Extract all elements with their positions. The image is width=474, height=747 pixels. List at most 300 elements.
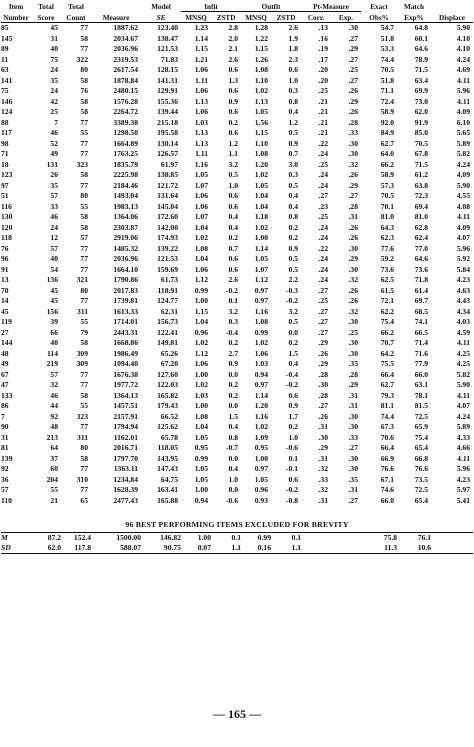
table-cell: 2036.96 — [113, 44, 138, 54]
table-cell: 1.14 — [194, 33, 208, 43]
table-cell: 146.82 — [160, 533, 181, 543]
table-cell: .32 — [348, 159, 359, 169]
table-cell: .24 — [318, 264, 329, 274]
table-cell: 75 — [50, 54, 58, 64]
table-cell: 74.1 — [414, 317, 429, 327]
table-cell: 1628.39 — [113, 485, 138, 495]
table-cell: .25 — [318, 296, 329, 306]
table-cell: 1.02 — [194, 233, 208, 243]
table-cell: 71.4 — [414, 338, 429, 348]
table-cell: 2480.15 — [113, 86, 138, 96]
table-cell: .24 — [318, 149, 329, 159]
header-corr: Corr. — [307, 13, 325, 22]
table-cell: 1.15 — [194, 44, 208, 54]
table-cell: 77 — [80, 180, 88, 190]
header-number: Number — [3, 13, 29, 22]
table-cell: 121.72 — [157, 180, 178, 190]
table-cell: .27 — [348, 33, 359, 43]
table-cell: 62.0 — [414, 107, 429, 117]
table-cell: -0.6 — [225, 495, 238, 505]
table-cell: 130 — [1, 212, 13, 222]
table-cell: 73.6 — [414, 264, 429, 274]
table-body — [1, 23, 473, 506]
table-cell: 1.0 — [288, 432, 299, 442]
table-row — [1, 44, 473, 55]
table-cell: 311 — [77, 432, 88, 442]
table-cell: 77 — [80, 264, 88, 274]
table-row — [1, 359, 473, 370]
table-cell: .26 — [348, 285, 359, 295]
table-cell: 57.3 — [380, 180, 395, 190]
table-cell: 4.03 — [456, 317, 471, 327]
table-cell: 2017.83 — [113, 285, 138, 295]
table-cell: .30 — [348, 264, 359, 274]
table-cell: -0.6 — [285, 443, 299, 453]
table-cell: 4.25 — [456, 359, 471, 369]
table-cell: 51.8 — [380, 75, 395, 85]
table-cell: 124 — [1, 107, 13, 117]
table-cell: 4.11 — [457, 390, 471, 400]
table-cell: 58 — [80, 170, 88, 180]
table-cell: 0.9 — [288, 243, 299, 253]
table-cell: 131.64 — [157, 191, 178, 201]
table-cell: 37 — [50, 453, 58, 463]
table-cell: 321 — [76, 275, 88, 285]
table-cell: 130.14 — [157, 138, 178, 148]
table-cell: 310 — [76, 474, 88, 484]
table-cell: 36 — [1, 474, 9, 484]
table-cell: 45 — [50, 23, 58, 33]
table-cell: 119 — [1, 317, 12, 327]
table-cell: 1.02 — [254, 422, 268, 432]
table-cell: .19 — [318, 44, 329, 54]
table-row — [1, 485, 473, 496]
table-cell: 5.90 — [456, 380, 471, 390]
table-cell: .28 — [318, 390, 329, 400]
table-cell: 85.0 — [414, 128, 429, 138]
table-cell: 72.4 — [380, 96, 395, 106]
table-cell: 179.43 — [157, 401, 178, 411]
table-cell: .29 — [348, 96, 359, 106]
table-cell: 0.7 — [288, 149, 299, 159]
table-cell: 1.05 — [254, 474, 268, 484]
table-cell: 322 — [76, 54, 88, 64]
table-cell: 33 — [50, 201, 58, 211]
table-cell: 47 — [1, 380, 9, 390]
table-cell: 0.6 — [228, 107, 238, 117]
table-cell: 4.11 — [457, 96, 471, 106]
table-row — [1, 296, 473, 307]
table-cell: 0.96 — [254, 485, 268, 495]
table-cell: 64 — [50, 443, 58, 453]
table-cell: 1457.51 — [113, 401, 138, 411]
table-cell: 1.18 — [254, 212, 268, 222]
table-cell: 0.4 — [288, 359, 299, 369]
table-cell: 145.04 — [157, 201, 178, 211]
table-cell: 0.9 — [228, 96, 238, 106]
table-cell: 69.9 — [414, 86, 429, 96]
table-cell: 70.5 — [414, 138, 429, 148]
table-cell: 1.15 — [254, 128, 268, 138]
table-cell: 0.2 — [228, 233, 238, 243]
table-cell: 66 — [50, 327, 58, 337]
header-exp: Exp. — [338, 13, 354, 22]
table-cell: 70.6 — [380, 432, 395, 442]
table-cell: 1.3 — [228, 75, 238, 85]
table-cell: 0.2 — [228, 117, 238, 127]
table-cell: .25 — [318, 212, 329, 222]
header-ptmeasure: Pt-Measure — [301, 0, 361, 12]
table-cell: .28 — [348, 369, 359, 379]
table-cell: .31 — [348, 212, 359, 222]
table-cell: 0.3 — [288, 86, 299, 96]
table-cell: .31 — [318, 422, 329, 432]
table-cell: 55 — [80, 317, 88, 327]
table-cell: 46 — [50, 390, 58, 400]
table-cell: 0.4 — [288, 107, 299, 117]
table-cell: 77 — [80, 369, 88, 379]
table-cell: 77.6 — [380, 243, 395, 253]
table-cell: 1.07 — [194, 180, 208, 190]
table-cell: 64.6 — [414, 44, 429, 54]
table-cell: 588.07 — [120, 543, 141, 553]
table-cell: .27 — [348, 191, 359, 201]
table-cell — [331, 543, 361, 554]
table-cell: 4.08 — [456, 201, 471, 211]
table-row — [1, 401, 473, 412]
table-cell: 144 — [1, 338, 13, 348]
table-cell: 1.2 — [228, 138, 238, 148]
table-cell: .26 — [348, 296, 359, 306]
table-cell: 61.2 — [414, 170, 429, 180]
table-cell: .22 — [318, 138, 329, 148]
table-cell: 79.3 — [380, 390, 395, 400]
table-cell: .27 — [318, 285, 329, 295]
table-row — [1, 328, 473, 339]
table-cell: 1835.79 — [113, 159, 138, 169]
table-cell: 1.02 — [194, 380, 208, 390]
table-cell: 1.05 — [254, 107, 268, 117]
table-cell: 152.4 — [73, 533, 91, 543]
table-cell: 1.26 — [254, 54, 268, 64]
table-cell: 1.15 — [194, 306, 208, 316]
table-cell: .26 — [318, 348, 329, 358]
table-row — [1, 307, 473, 318]
table-cell: 81.0 — [380, 212, 395, 222]
table-cell: .24 — [318, 180, 329, 190]
table-cell: 65.4 — [414, 443, 429, 453]
header-total-count-top: Total — [68, 3, 84, 12]
table-cell: 133 — [1, 390, 13, 400]
table-cell: 174.93 — [157, 233, 178, 243]
table-cell: 57 — [50, 369, 58, 379]
table-cell: 4.24 — [456, 54, 471, 64]
header-outfit-mnsq: MNSQ — [245, 13, 267, 22]
table-cell: 1.04 — [194, 422, 208, 432]
table-cell: 74.4 — [380, 54, 395, 64]
table-row — [1, 233, 473, 244]
table-cell: .32 — [318, 485, 329, 495]
table-cell: 1.14 — [254, 390, 268, 400]
table-cell: 5.90 — [456, 23, 471, 33]
table-cell: 0.07 — [197, 543, 211, 553]
table-cell: 1162.01 — [113, 432, 138, 442]
table-cell: 60.1 — [414, 33, 429, 43]
table-cell: .26 — [348, 107, 359, 117]
table-row — [1, 118, 473, 129]
table-row — [1, 181, 473, 192]
table-cell: 77.9 — [414, 359, 429, 369]
table-cell: 2303.87 — [113, 222, 138, 232]
table-cell: 1.09 — [254, 432, 268, 442]
table-cell: 90.75 — [163, 543, 181, 553]
table-cell: .25 — [348, 327, 359, 337]
table-cell: 172.60 — [157, 212, 178, 222]
table-cell: 98 — [1, 138, 9, 148]
table-cell: .31 — [348, 390, 359, 400]
table-cell: .23 — [318, 201, 329, 211]
table-cell: 31 — [1, 432, 9, 442]
table-cell: 58 — [80, 33, 88, 43]
table-cell: 2617.54 — [113, 65, 138, 75]
table-cell: 76 — [80, 86, 88, 96]
table-cell: 4.11 — [457, 338, 471, 348]
table-cell: 0.0 — [228, 453, 238, 463]
table-cell: 73.5 — [414, 474, 429, 484]
table-cell: 62.5 — [380, 275, 395, 285]
table-cell: 71.83 — [160, 54, 178, 64]
table-cell: .29 — [348, 254, 359, 264]
table-cell: 0.7 — [228, 243, 238, 253]
table-cell: -0.4 — [225, 327, 238, 337]
table-cell: 44 — [50, 401, 58, 411]
table-cell — [301, 533, 331, 543]
table-cell: 0.2 — [228, 338, 238, 348]
header-infit-mnsq: MNSQ — [185, 13, 207, 22]
header-outfit-zstd: ZSTD — [276, 13, 296, 22]
table-cell: 86 — [1, 401, 9, 411]
table-cell: 4.24 — [456, 411, 471, 421]
table-cell: 62.4 — [414, 233, 429, 243]
table-cell: 4.66 — [456, 443, 471, 453]
table-cell: 0.6 — [228, 191, 238, 201]
table-cell: .30 — [348, 422, 359, 432]
table-cell: 75 — [1, 86, 9, 96]
item-fit-statistics-table — [1, 0, 473, 554]
header-total-count-bottom: Count — [66, 13, 86, 22]
table-row — [1, 170, 473, 181]
table-cell: 1.04 — [254, 201, 268, 211]
table-cell: 63.1 — [414, 380, 429, 390]
table-cell: .30 — [348, 338, 359, 348]
table-cell: 1094.40 — [113, 359, 138, 369]
table-cell: 67.3 — [380, 422, 395, 432]
table-cell: 0.2 — [288, 338, 299, 348]
table-cell: 1.14 — [254, 243, 268, 253]
table-cell: 1.2 — [288, 117, 299, 127]
table-cell: 4.11 — [457, 75, 471, 85]
table-cell: 64.6 — [414, 254, 429, 264]
table-cell: 54 — [50, 264, 58, 274]
table-cell: 1.05 — [194, 432, 208, 442]
table-cell: 0.6 — [288, 65, 299, 75]
table-cell: .30 — [348, 348, 359, 358]
table-cell: .33 — [348, 432, 359, 442]
table-cell: .24 — [318, 233, 329, 243]
table-cell: 58 — [80, 453, 88, 463]
table-cell: 40 — [50, 338, 58, 348]
table-cell: 3.2 — [228, 159, 238, 169]
table-row — [1, 107, 473, 118]
table-cell: 66.0 — [414, 369, 429, 379]
table-cell: 1.06 — [194, 107, 208, 117]
table-cell: .26 — [348, 222, 359, 232]
table-cell: 0.8 — [228, 432, 238, 442]
table-cell: 62.31 — [160, 306, 178, 316]
table-cell: 62.7 — [380, 138, 395, 148]
table-cell: 1.12 — [194, 348, 208, 358]
table-cell: 1.07 — [194, 212, 208, 222]
table-cell: 323 — [76, 411, 88, 421]
table-cell: 4.07 — [456, 401, 471, 411]
table-cell: 66.2 — [380, 327, 395, 337]
table-cell: 27 — [1, 327, 9, 337]
table-cell: 0.94 — [194, 495, 208, 505]
table-cell: 73.6 — [380, 264, 395, 274]
table-cell: 309 — [76, 359, 88, 369]
table-cell: 66.4 — [380, 443, 395, 453]
table-cell: 126.57 — [157, 149, 178, 159]
table-cell: 0.5 — [288, 128, 299, 138]
table-cell: 1983.13 — [113, 201, 138, 211]
table-cell: 136 — [46, 275, 58, 285]
table-cell: 2443.31 — [113, 327, 138, 337]
table-cell: 5.41 — [456, 495, 471, 505]
table-cell: 66.5 — [414, 327, 429, 337]
header-match-bottom: Exp% — [404, 13, 424, 22]
table-cell: 131 — [46, 159, 58, 169]
table-cell: 58 — [80, 96, 88, 106]
table-cell: .27 — [348, 495, 359, 505]
table-cell: 0.4 — [228, 222, 238, 232]
table-cell: 1613.33 — [113, 306, 138, 316]
table-cell: 1664.10 — [113, 264, 138, 274]
header-measure: Measure — [102, 13, 130, 22]
table-cell: .27 — [318, 317, 329, 327]
table-cell: .30 — [318, 380, 329, 390]
table-cell: 72.1 — [380, 296, 395, 306]
table-cell: 0.97 — [254, 464, 268, 474]
table-cell: 0.9 — [288, 138, 299, 148]
table-cell: 65 — [80, 495, 88, 505]
table-cell: .25 — [318, 86, 329, 96]
table-cell: -0.2 — [285, 296, 299, 306]
table-cell: 59.2 — [380, 254, 395, 264]
table-cell: 1797.70 — [113, 453, 138, 463]
table-cell: .22 — [318, 243, 329, 253]
table-cell: 45 — [50, 285, 58, 295]
table-cell: 88 — [1, 117, 9, 127]
table-cell: 1.06 — [194, 201, 208, 211]
table-cell: 139 — [1, 453, 13, 463]
table-cell: 3389.38 — [113, 117, 138, 127]
table-cell: 58 — [80, 212, 88, 222]
table-cell: 1878.84 — [113, 75, 138, 85]
table-cell: 64.75 — [160, 474, 178, 484]
table-cell: 62.0 — [47, 543, 61, 553]
table-cell: 71.6 — [414, 348, 429, 358]
table-cell: 1676.38 — [113, 369, 138, 379]
table-cell: -0.4 — [285, 369, 299, 379]
table-cell: 145 — [1, 33, 13, 43]
table-cell: 0.8 — [288, 96, 299, 106]
table-cell: 65.4 — [414, 495, 429, 505]
table-cell: 1986.49 — [113, 348, 138, 358]
table-cell: 63.8 — [414, 180, 429, 190]
table-cell: 121.53 — [157, 254, 178, 264]
summary-rows — [1, 533, 473, 554]
table-cell: .30 — [348, 23, 359, 33]
table-cell: 1.28 — [254, 23, 268, 33]
table-cell: 215.18 — [157, 117, 178, 127]
table-cell: 1.22 — [254, 33, 268, 43]
table-cell: 2.1 — [228, 44, 238, 54]
table-cell: 58 — [80, 75, 88, 85]
table-cell: .29 — [318, 338, 329, 348]
table-cell: 4.09 — [456, 170, 471, 180]
table-cell: 2919.06 — [113, 233, 138, 243]
table-cell: 26 — [50, 170, 58, 180]
table-row — [1, 55, 473, 66]
table-cell: 0.99 — [194, 285, 208, 295]
table-cell: 213 — [46, 432, 58, 442]
table-cell: 1.13 — [194, 138, 208, 148]
table-cell: .35 — [348, 474, 359, 484]
table-cell: .24 — [318, 170, 329, 180]
table-cell: 62.7 — [380, 380, 395, 390]
table-cell: 0.2 — [288, 422, 299, 432]
table-cell: 163.41 — [157, 485, 178, 495]
header-total-score-bottom: Score — [37, 13, 55, 22]
table-cell: 18 — [1, 159, 9, 169]
table-row — [1, 475, 473, 486]
table-cell: 1763.25 — [113, 149, 138, 159]
table-cell: 1.10 — [254, 75, 268, 85]
table-cell: 89 — [1, 44, 9, 54]
table-cell: 2.8 — [228, 23, 238, 33]
table-cell: 2477.43 — [113, 495, 138, 505]
table-cell: 2184.46 — [113, 180, 138, 190]
table-row — [1, 412, 473, 423]
table-cell: 1.8 — [288, 44, 299, 54]
header-displace: Displace — [439, 13, 465, 22]
header-match-top: Match — [404, 3, 425, 12]
table-cell: 58.9 — [380, 107, 395, 117]
table-cell: 0.6 — [228, 201, 238, 211]
table-cell: 1.16 — [194, 159, 208, 169]
table-cell: 77 — [80, 296, 88, 306]
table-cell: 58 — [80, 390, 88, 400]
header-infit-zstd: ZSTD — [216, 13, 236, 22]
table-cell: 0.93 — [254, 495, 268, 505]
table-cell: 0.95 — [194, 443, 208, 453]
table-cell: 5.82 — [456, 149, 471, 159]
table-row — [1, 370, 473, 381]
table-cell: 1.7 — [288, 411, 299, 421]
table-cell: 123 — [1, 170, 13, 180]
table-row — [1, 254, 473, 265]
table-cell: 51.8 — [380, 33, 395, 43]
